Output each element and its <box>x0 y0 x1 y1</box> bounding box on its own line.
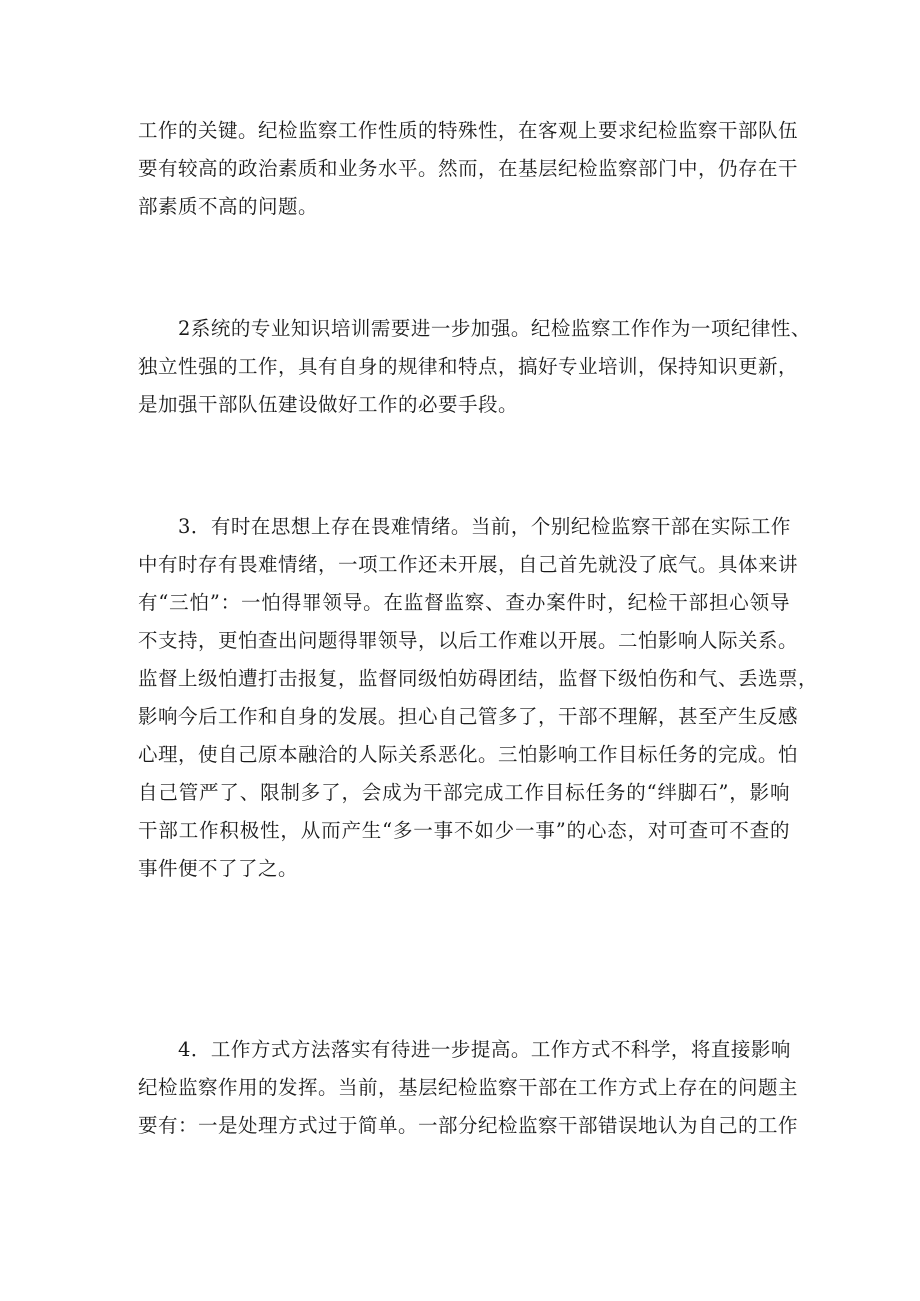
text-line: 监督上级怕遭打击报复，监督同级怕妨碍团结，监督下级怕伤和气、丢选票， <box>138 667 819 690</box>
text-line: 心理，使自己原本融洽的人际关系恶化。三怕影响工作目标任务的完成。怕 <box>138 743 799 766</box>
text-line: 2系统的专业知识培训需要进一步加强。纪检监察工作作为一项纪律性、 <box>138 317 811 340</box>
text-line: 不支持，更怕查出问题得罪领导，以后工作难以开展。二怕影响人际关系。 <box>138 629 799 652</box>
text-line: 影响今后工作和自身的发展。担心自己管多了，干部不理解，甚至产生反感 <box>138 705 799 728</box>
text-line: 3．有时在思想上存在畏难情绪。当前，个别纪检监察干部在实际工作 <box>138 515 791 538</box>
text-line: 工作的关键。纪检监察工作性质的特殊性，在客观上要求纪检监察干部队伍 <box>138 119 799 142</box>
text-line: 要有：一是处理方式过于简单。一部分纪检监察干部错误地认为自己的工作 <box>138 1114 799 1137</box>
paragraph-1 <box>138 112 799 226</box>
text-line: 自己管严了、限制多了，会成为干部完成工作目标任务的“绊脚石”，影响 <box>138 781 790 804</box>
text-line: 要有较高的政治素质和业务水平。然而，在基层纪检监察部门中，仍存在干 <box>138 157 799 180</box>
text-line: 干部工作积极性，从而产生“多一事不如少一事”的心态，对可查可不查的 <box>138 819 790 842</box>
text-line: 是加强干部队伍建设做好工作的必要手段。 <box>138 393 519 416</box>
paragraph-2 <box>138 310 811 424</box>
paragraph-4 <box>138 1031 799 1145</box>
text-line: 纪检监察作用的发挥。当前，基层纪检监察干部在工作方式上存在的问题主 <box>138 1076 799 1099</box>
text-line: 中有时存有畏难情绪，一项工作还未开展，自己首先就没了底气。具体来讲 <box>138 553 799 576</box>
text-line: 事件便不了了之。 <box>138 857 299 880</box>
text-line: 部素质不高的问题。 <box>138 195 319 218</box>
text-line: 4．工作方式方法落实有待进一步提高。工作方式不科学，将直接影响 <box>138 1038 791 1061</box>
text-line: 独立性强的工作，具有自身的规律和特点，搞好专业培训，保持知识更新， <box>138 355 799 378</box>
text-line: 有“三怕”：一怕得罪领导。在监督监察、查办案件时，纪检干部担心领导 <box>138 591 790 614</box>
paragraph-3 <box>138 508 819 888</box>
